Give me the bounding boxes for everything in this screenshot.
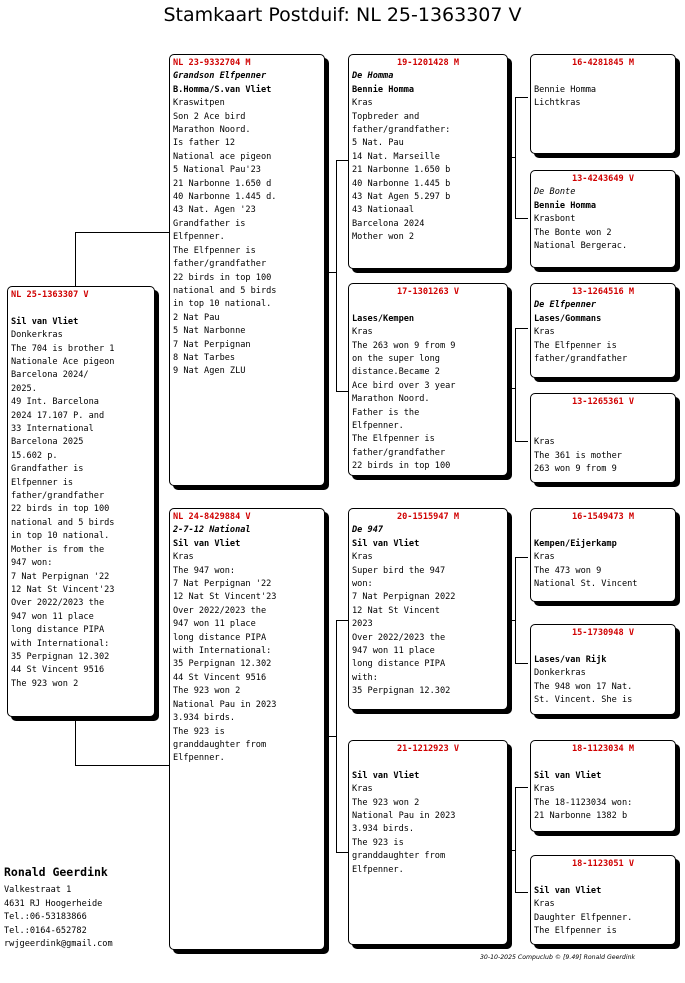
- card-line: long distance PIPA: [352, 659, 446, 670]
- card-line: Super bird the 947: [352, 565, 446, 576]
- connector-line: [515, 557, 516, 663]
- card-line: in top 10 national.: [173, 299, 272, 310]
- card-line: with:: [352, 672, 378, 683]
- card-line: long distance PIPA: [173, 632, 267, 643]
- card-line: 40 Narbonne 1.445 d.: [173, 192, 277, 203]
- breeder-name: Sil van Vliet: [352, 770, 420, 781]
- card-line: Elfpenner.: [173, 753, 225, 764]
- card-line: 3.934 birds.: [352, 824, 415, 835]
- card-line: Kras: [534, 552, 555, 563]
- connector-line: [508, 620, 516, 621]
- card-line: [534, 423, 672, 436]
- ring-number: 19-1201428 M: [396, 58, 460, 68]
- pigeon-card-dss: [530, 508, 676, 602]
- card-line: Marathon Noord.: [352, 394, 430, 405]
- connector-line: [75, 232, 169, 233]
- pigeon-name: 2-7-12 National: [173, 525, 251, 536]
- card-line: 2023: [352, 619, 373, 630]
- connector-line: [515, 787, 528, 788]
- card-line: Ace bird over 3 year: [352, 380, 456, 391]
- card-line: Donkerkras: [11, 330, 63, 341]
- pigeon-card-sdd: [530, 393, 676, 483]
- card-line: with International:: [173, 646, 272, 657]
- ring-number: NL 23-9332704 M: [173, 58, 251, 68]
- ring-number: NL 25-1363307 V: [11, 290, 89, 300]
- card-line: 947 won 11 place: [173, 619, 256, 630]
- pigeon-card-sire-dam: [348, 283, 508, 476]
- pigeon-card-ddd: [530, 855, 676, 945]
- card-line: Marathon Noord.: [173, 125, 251, 136]
- card-line: father/grandfather: [11, 491, 105, 502]
- card-line: 263 won 9 from 9: [534, 464, 617, 474]
- connector-line: [515, 663, 528, 664]
- card-line: St. Vincent. She is: [534, 695, 633, 706]
- card-line: 22 birds in top 100: [352, 461, 451, 472]
- owner-info: [4, 866, 113, 951]
- card-line: 35 Perpignan 12.302: [11, 651, 110, 662]
- pigeon-name: Grandson Elfpenner: [173, 71, 267, 82]
- card-line: 43 Nat Agen 5.297 b: [352, 192, 451, 203]
- breeder-name: Sil van Vliet: [534, 770, 602, 781]
- card-line: Donkerkras: [534, 668, 586, 679]
- card-line: 947 won 11 place: [11, 611, 94, 622]
- card-line: The 923 is: [173, 726, 225, 737]
- ring-number: NL 24-8429884 V: [173, 512, 251, 522]
- connector-line: [325, 272, 337, 273]
- card-line: Kras: [534, 327, 555, 338]
- connector-line: [336, 160, 337, 391]
- ring-number: 17-1301263 V: [396, 287, 460, 297]
- card-line: Kras: [534, 784, 555, 795]
- card-line: National Pau in 2023: [352, 811, 456, 822]
- card-line: Kraswitpen: [173, 98, 225, 109]
- pigeon-card-dam-sire: [348, 508, 508, 710]
- connector-line: [515, 892, 528, 893]
- ring-number: 15-1730948 V: [571, 628, 635, 638]
- connector-line: [336, 620, 348, 621]
- card-line: 14 Nat. Marseille: [352, 151, 440, 162]
- card-line: The 263 won 9 from 9: [352, 340, 456, 351]
- card-line: Over 2022/2023 the: [11, 598, 105, 609]
- card-line: Kras: [534, 899, 555, 910]
- card-line: The Bonte won 2: [534, 227, 612, 238]
- card-line: National ace pigeon: [173, 151, 272, 162]
- card-line: The Elfpenner is: [352, 434, 435, 445]
- connector-line: [515, 218, 528, 219]
- card-line: in top 10 national.: [11, 531, 110, 542]
- breeder-name: B.Homma/S.van Vliet: [173, 84, 272, 95]
- card-line: The 923 is: [352, 837, 404, 848]
- card-line: [534, 409, 672, 422]
- ring-number: 13-1264516 M: [571, 287, 635, 297]
- owner-phone-1: Tel.:06-53183866: [4, 912, 87, 923]
- pigeon-card-ssd: [530, 170, 676, 268]
- card-line: 12 Nat St Vincent: [352, 605, 440, 616]
- card-line: national and 5 birds: [173, 285, 277, 296]
- card-line: 35 Perpignan 12.302: [352, 686, 451, 697]
- card-line: The 18-1123034 won:: [534, 797, 633, 808]
- owner-street: Valkestraat 1: [4, 885, 72, 896]
- card-line: 43 Nat. Agen '23: [173, 205, 256, 216]
- card-line: father/grandfather:: [352, 125, 451, 136]
- connector-line: [75, 232, 76, 286]
- ring-number: 13-4243649 V: [571, 174, 635, 184]
- card-line: Kras: [352, 784, 373, 795]
- ring-number: 18-1123034 M: [571, 744, 635, 754]
- ring-number: 20-1515947 M: [396, 512, 460, 522]
- card-line: distance.Became 2: [352, 367, 440, 378]
- connector-line: [515, 557, 528, 558]
- breeder-name: Lases/Kempen: [352, 313, 415, 324]
- card-line: Is father 12: [173, 138, 236, 149]
- connector-line: [336, 391, 348, 392]
- card-line: granddaughter from: [173, 739, 267, 750]
- pigeon-card-dds: [530, 740, 676, 832]
- print-footer: 30-10-2025 Compuclub © [9.49] Ronald Geerdink: [480, 954, 636, 961]
- card-line: The 923 won 2: [352, 797, 420, 808]
- card-line: Nationale Ace pigeon: [11, 357, 115, 368]
- breeder-name: Lases/van Rijk: [534, 654, 607, 665]
- card-line: 5 National Pau'23: [173, 165, 261, 176]
- card-line: Kras: [173, 552, 194, 563]
- card-line: 7 Nat Perpignan 2022: [352, 592, 456, 603]
- breeder-name: Sil van Vliet: [173, 538, 241, 549]
- card-line: long distance PIPA: [11, 625, 105, 636]
- card-line: 3.934 birds.: [173, 713, 236, 724]
- card-line: The 948 won 17 Nat.: [534, 681, 633, 692]
- pigeon-name: De 947: [352, 525, 384, 536]
- card-line: 12 Nat St Vincent'23: [173, 592, 277, 603]
- card-line: The 947 won:: [173, 565, 236, 576]
- card-line: National St. Vincent: [534, 579, 638, 590]
- pigeon-name: [534, 640, 672, 653]
- card-line: 2 Nat Pau: [173, 312, 220, 323]
- breeder-name: Sil van Vliet: [352, 538, 420, 549]
- connector-line: [336, 852, 348, 853]
- breeder-name: Bennie Homma: [534, 200, 597, 211]
- pigeon-name: [352, 299, 504, 312]
- card-line: 7 Nat Perpignan: [173, 339, 251, 350]
- pigeon-card-subject: [7, 286, 155, 717]
- card-line: Mother won 2: [352, 232, 415, 243]
- card-line: 40 Narbonne 1.445 b: [352, 178, 451, 189]
- connector-line: [75, 765, 169, 766]
- owner-phone-2: Tel.:0164-652782: [4, 925, 87, 936]
- card-line: 44 St Vincent 9516: [173, 672, 267, 683]
- pigeon-card-sire: [169, 54, 325, 486]
- card-line: [11, 302, 151, 315]
- connector-line: [75, 717, 76, 765]
- card-line: Over 2022/2023 the: [173, 605, 267, 616]
- card-line: The 473 won 9: [534, 565, 602, 576]
- owner-city: 4631 RJ Hoogerheide: [4, 898, 103, 909]
- card-line: Kras: [352, 552, 373, 563]
- pigeon-name: De Elfpenner: [534, 300, 597, 311]
- card-line: Over 2022/2023 the: [352, 632, 446, 643]
- card-line: Kras: [352, 98, 373, 109]
- connector-line: [515, 787, 516, 892]
- card-line: Kras: [534, 437, 555, 448]
- card-line: The Elfpenner is: [534, 926, 617, 937]
- owner-name: Ronald Geerdink: [4, 865, 108, 879]
- card-line: Barcelona 2025: [11, 437, 84, 448]
- card-line: 44 St Vincent 9516: [11, 665, 105, 676]
- pigeon-card-sire-sire: [348, 54, 508, 269]
- ring-number: 21-1212923 V: [396, 744, 460, 754]
- card-line: Daughter Elfpenner.: [534, 912, 633, 923]
- card-line: Topbreder and: [352, 111, 420, 122]
- ring-number: 16-4281845 M: [571, 58, 635, 68]
- card-line: Mother is from the: [11, 544, 105, 555]
- card-line: 21 Narbonne 1.650 d: [173, 178, 272, 189]
- pigeon-name: De Homma: [352, 71, 394, 82]
- card-line: 22 birds in top 100: [11, 504, 110, 515]
- card-line: Grandfather is: [173, 218, 246, 229]
- card-line: National Pau in 2023: [173, 699, 277, 710]
- card-line: national and 5 birds: [11, 517, 115, 528]
- card-line: 22 birds in top 100: [173, 272, 272, 283]
- card-line: 33 International: [11, 424, 94, 435]
- ring-number: 13-1265361 V: [571, 397, 635, 407]
- card-line: 9 Nat Agen ZLU: [173, 366, 246, 377]
- connector-line: [508, 850, 516, 851]
- breeder-name: Kempen/Eijerkamp: [534, 538, 617, 549]
- card-line: Elfpenner.: [352, 864, 404, 875]
- card-line: father/grandfather: [352, 447, 446, 458]
- connector-line: [515, 328, 516, 441]
- connector-line: [325, 736, 337, 737]
- card-line: 947 won 11 place: [352, 646, 435, 657]
- card-line: father/grandfather: [534, 354, 628, 365]
- connector-line: [508, 157, 516, 158]
- card-line: 5 Nat. Pau: [352, 138, 404, 149]
- connector-line: [336, 160, 348, 161]
- card-line: 12 Nat St Vincent'23: [11, 584, 115, 595]
- card-line: 49 Int. Barcelona: [11, 397, 99, 408]
- card-line: The 704 is brother 1: [11, 343, 115, 354]
- card-line: 7 Nat Perpignan '22: [11, 571, 110, 582]
- card-line: Kras: [352, 327, 373, 338]
- pigeon-name: [534, 756, 672, 769]
- card-line: 2024 17.107 P. and: [11, 410, 105, 421]
- connector-line: [508, 388, 516, 389]
- pigeon-name: [534, 70, 672, 83]
- card-line: Elfpenner.: [352, 421, 404, 432]
- pigeon-card-dam-dam: [348, 740, 508, 945]
- card-line: National Bergerac.: [534, 241, 628, 252]
- breeder-name: Sil van Vliet: [534, 885, 602, 896]
- card-line: The Elfpenner is: [173, 245, 256, 256]
- card-line: Elfpenner is: [11, 477, 74, 488]
- card-line: Barcelona 2024/: [11, 370, 89, 381]
- card-line: Son 2 Ace bird: [173, 111, 246, 122]
- connector-line: [515, 97, 528, 98]
- card-line: Father is the: [352, 407, 420, 418]
- card-line: 15.602 p.: [11, 450, 58, 461]
- card-line: The 923 won 2: [11, 678, 79, 689]
- connector-line: [515, 328, 528, 329]
- card-line: 5 Nat Narbonne: [173, 326, 246, 337]
- card-line: on the super long: [352, 354, 440, 365]
- card-line: 2025.: [11, 383, 37, 394]
- pigeon-name: [534, 524, 672, 537]
- card-line: Krasbont: [534, 214, 576, 225]
- card-line: Grandfather is: [11, 464, 84, 475]
- page-title: Stamkaart Postduif: NL 25-1363307 V: [163, 4, 522, 26]
- owner-email[interactable]: rwjgeerdink@gmail.com: [4, 939, 113, 950]
- card-line: 8 Nat Tarbes: [173, 352, 236, 363]
- card-line: Lichtkras: [534, 98, 581, 109]
- card-line: won:: [352, 579, 373, 590]
- card-line: 7 Nat Perpignan '22: [173, 579, 272, 590]
- ring-number: 16-1549473 M: [571, 512, 635, 522]
- breeder-name: Lases/Gommans: [534, 313, 602, 324]
- card-line: Sil van Vliet: [11, 316, 79, 327]
- ring-number: 18-1123051 V: [571, 859, 635, 869]
- breeder-name: Bennie Homma: [352, 84, 415, 95]
- card-line: father/grandfather: [173, 259, 267, 270]
- card-line: Barcelona 2024: [352, 218, 425, 229]
- card-line: 21 Narbonne 1.650 b: [352, 165, 451, 176]
- card-line: 35 Perpignan 12.302: [173, 659, 272, 670]
- card-line: The 923 won 2: [173, 686, 241, 697]
- card-line: 43 Nationaal: [352, 205, 415, 216]
- card-line: with International:: [11, 638, 110, 649]
- pigeon-card-dsd: [530, 624, 676, 715]
- card-line: Elfpenner.: [173, 232, 225, 243]
- pigeon-card-sds: [530, 283, 676, 378]
- card-line: 21 Narbonne 1382 b: [534, 811, 628, 822]
- pigeon-name: [534, 871, 672, 884]
- card-line: The Elfpenner is: [534, 340, 617, 351]
- pigeon-card-sss: [530, 54, 676, 154]
- card-line: 947 won:: [11, 558, 53, 569]
- breeder-name: Bennie Homma: [534, 84, 597, 95]
- card-line: granddaughter from: [352, 851, 446, 862]
- pigeon-name: [352, 756, 504, 769]
- card-line: The 361 is mother: [534, 450, 622, 461]
- connector-line: [515, 441, 528, 442]
- pigeon-card-dam: [169, 508, 325, 950]
- pigeon-name: De Bonte: [534, 187, 576, 198]
